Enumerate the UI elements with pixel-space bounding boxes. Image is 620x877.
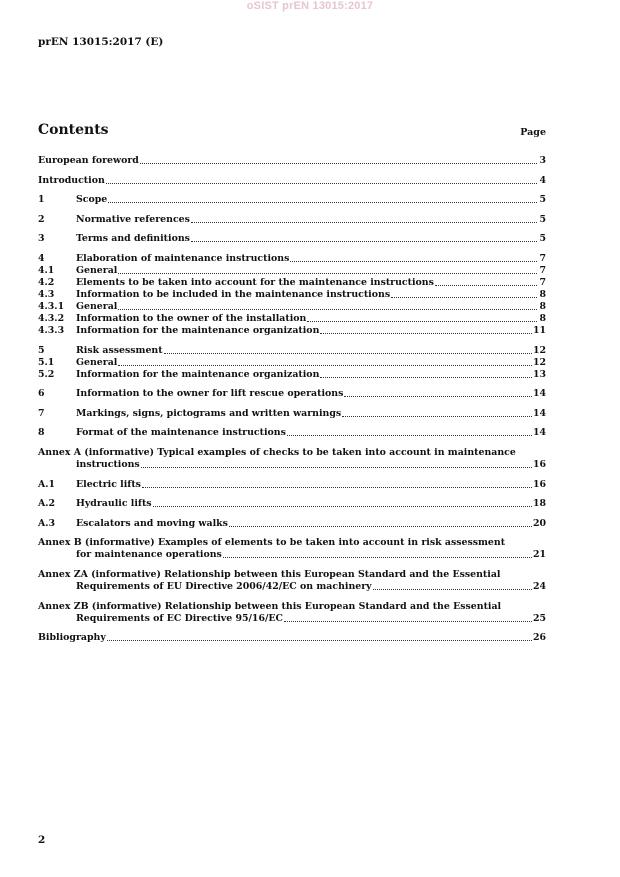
toc-number: 4.3.2 <box>38 312 65 324</box>
toc-number: 4.3 <box>38 288 55 300</box>
toc-number: 5.1 <box>38 356 55 368</box>
toc-entry-annex-za[interactable] <box>38 569 546 593</box>
toc-entry[interactable] <box>38 277 546 289</box>
toc-title: Annex B (informative) Examples of elements to be taken into account in risk assessment <box>38 537 506 549</box>
toc-entry-annex-a[interactable] <box>38 447 546 471</box>
toc-page: 7 <box>539 264 546 276</box>
leader-dots <box>118 270 537 274</box>
toc-page: 13 <box>532 368 546 380</box>
toc-page: 16 <box>532 458 546 470</box>
toc-number: A.2 <box>38 498 56 510</box>
toc-page: 8 <box>539 312 546 324</box>
leader-dots <box>141 464 532 468</box>
leader-dots <box>118 362 532 366</box>
toc-entry[interactable] <box>38 632 546 644</box>
toc-title: Scope <box>76 194 108 206</box>
toc-entry[interactable] <box>38 427 546 439</box>
toc-entry[interactable] <box>38 265 546 277</box>
toc-number: 1 <box>38 194 45 206</box>
toc-number: 3 <box>38 233 45 245</box>
leader-dots <box>307 318 537 322</box>
toc-entry[interactable] <box>38 369 546 381</box>
toc-page: 5 <box>539 213 546 225</box>
toc-page: 4 <box>539 174 546 186</box>
toc-title-continued: Requirements of EC Directive 95/16/EC <box>76 612 284 624</box>
toc-title: General <box>76 356 118 368</box>
leader-dots <box>106 180 537 184</box>
leader-dots <box>229 523 532 527</box>
toc-entry[interactable] <box>38 498 546 510</box>
toc-number: 4 <box>38 252 45 264</box>
leader-dots <box>435 282 537 286</box>
toc-page: 14 <box>532 407 546 419</box>
watermark: oSIST prEN 13015:2017 <box>246 0 374 12</box>
toc-entry[interactable] <box>38 345 546 357</box>
toc-number: 2 <box>38 213 45 225</box>
toc-number: 4.2 <box>38 276 55 288</box>
toc-number: 5.2 <box>38 368 55 380</box>
leader-dots <box>373 586 532 590</box>
toc-number: 4.1 <box>38 264 55 276</box>
toc-entry[interactable] <box>38 233 546 245</box>
leader-dots <box>290 258 537 262</box>
toc-page: 11 <box>532 324 546 336</box>
toc-title: Annex ZB (informative) Relationship between this European Standard and the Essential <box>38 600 502 612</box>
toc-page: 8 <box>539 300 546 312</box>
toc-entry[interactable] <box>38 175 546 187</box>
toc-title: Terms and definitions <box>76 233 190 245</box>
toc-title: General <box>76 300 118 312</box>
toc-entry[interactable] <box>38 214 546 226</box>
toc-title: Annex ZA (informative) Relationship between this European Standard and the Essential <box>38 568 501 580</box>
toc-page: 7 <box>539 252 546 264</box>
toc-title: Introduction <box>38 174 105 186</box>
toc-title: Elaboration of maintenance instructions <box>76 252 290 264</box>
leader-dots <box>164 350 532 354</box>
contents-heading: Contents <box>38 122 109 138</box>
toc-number: 7 <box>38 407 45 419</box>
toc-number: A.3 <box>38 517 56 529</box>
page-column-label: Page <box>520 127 546 138</box>
toc-page: 12 <box>532 344 546 356</box>
leader-dots <box>191 219 537 223</box>
toc-title-continued: for maintenance operations <box>76 549 222 561</box>
toc-entry[interactable] <box>38 518 546 530</box>
toc-page: 3 <box>539 155 546 166</box>
leader-dots <box>284 618 532 622</box>
leader-dots <box>391 294 537 298</box>
toc-title: Markings, signs, pictograms and written warnings <box>76 407 342 419</box>
toc-page: 24 <box>532 580 546 592</box>
leader-dots <box>223 554 532 558</box>
toc-title-continued: Requirements of EU Directive 2006/42/EC on machinery <box>76 580 372 592</box>
toc-page: 14 <box>532 388 546 400</box>
toc-title: Information to the owner for lift rescue operations <box>76 388 344 400</box>
toc-page: 20 <box>532 517 546 529</box>
toc-number: A.1 <box>38 478 56 490</box>
toc-title: Electric lifts <box>76 478 141 490</box>
toc-entry[interactable] <box>38 313 546 325</box>
toc-page: 7 <box>539 276 546 288</box>
toc-page: 25 <box>532 612 546 624</box>
leader-dots <box>342 413 532 417</box>
toc-entry[interactable] <box>38 388 546 400</box>
toc-entry[interactable] <box>38 357 546 369</box>
leader-dots <box>108 199 537 203</box>
toc-page: 26 <box>532 632 546 644</box>
toc-number: 8 <box>38 427 45 439</box>
toc-number: 5 <box>38 344 45 356</box>
leader-dots <box>140 160 537 164</box>
toc-title: European foreword <box>38 155 139 166</box>
leader-dots <box>344 393 532 397</box>
toc-number: 6 <box>38 388 45 400</box>
toc-entry-annex-zb[interactable] <box>38 601 546 625</box>
toc-title: General <box>76 264 118 276</box>
toc-entry[interactable] <box>38 253 546 265</box>
toc-entry[interactable] <box>38 325 546 337</box>
toc-page: 5 <box>539 194 546 206</box>
toc-title: Format of the maintenance instructions <box>76 427 286 439</box>
toc-title: Information to the owner of the installation <box>76 312 307 324</box>
toc-entry[interactable] <box>38 194 546 206</box>
toc-page: 5 <box>539 233 546 245</box>
leader-dots <box>153 503 532 507</box>
toc-entry-annex-b[interactable] <box>38 537 546 561</box>
leader-dots <box>142 484 532 488</box>
toc-page: 21 <box>532 549 546 561</box>
toc-page: 14 <box>532 427 546 439</box>
toc-page: 16 <box>532 478 546 490</box>
toc-title: Bibliography <box>38 632 106 644</box>
leader-dots <box>118 306 537 310</box>
leader-dots <box>287 432 532 436</box>
toc-number: 4.3.3 <box>38 324 65 336</box>
leader-dots <box>191 238 537 242</box>
page-number: 2 <box>38 834 46 846</box>
leader-dots <box>320 330 532 334</box>
toc-entry[interactable] <box>38 479 546 491</box>
toc-entry[interactable] <box>38 155 546 167</box>
toc-title: Annex A (informative) Typical examples of checks to be taken into account in maintenance <box>38 446 516 458</box>
toc-title-continued: instructions <box>76 458 140 470</box>
toc-title: Information for the maintenance organization <box>76 324 320 336</box>
leader-dots <box>107 637 532 641</box>
toc-entry[interactable] <box>38 301 546 313</box>
table-of-contents <box>38 155 546 644</box>
toc-page: 8 <box>539 288 546 300</box>
toc-title: Information for the maintenance organization <box>76 368 320 380</box>
toc-page: 18 <box>532 498 546 510</box>
document-id: prEN 13015:2017 (E) <box>38 36 164 48</box>
toc-entry[interactable] <box>38 408 546 420</box>
toc-page: 12 <box>532 356 546 368</box>
toc-title: Elements to be taken into account for the maintenance instructions <box>76 276 434 288</box>
toc-entry[interactable] <box>38 289 546 301</box>
toc-title: Escalators and moving walks <box>76 517 228 529</box>
leader-dots <box>320 374 532 378</box>
toc-title: Normative references <box>76 213 190 225</box>
toc-number: 4.3.1 <box>38 300 65 312</box>
toc-title: Hydraulic lifts <box>76 498 152 510</box>
toc-title: Information to be included in the maintenance instructions <box>76 288 391 300</box>
toc-title: Risk assessment <box>76 344 163 356</box>
